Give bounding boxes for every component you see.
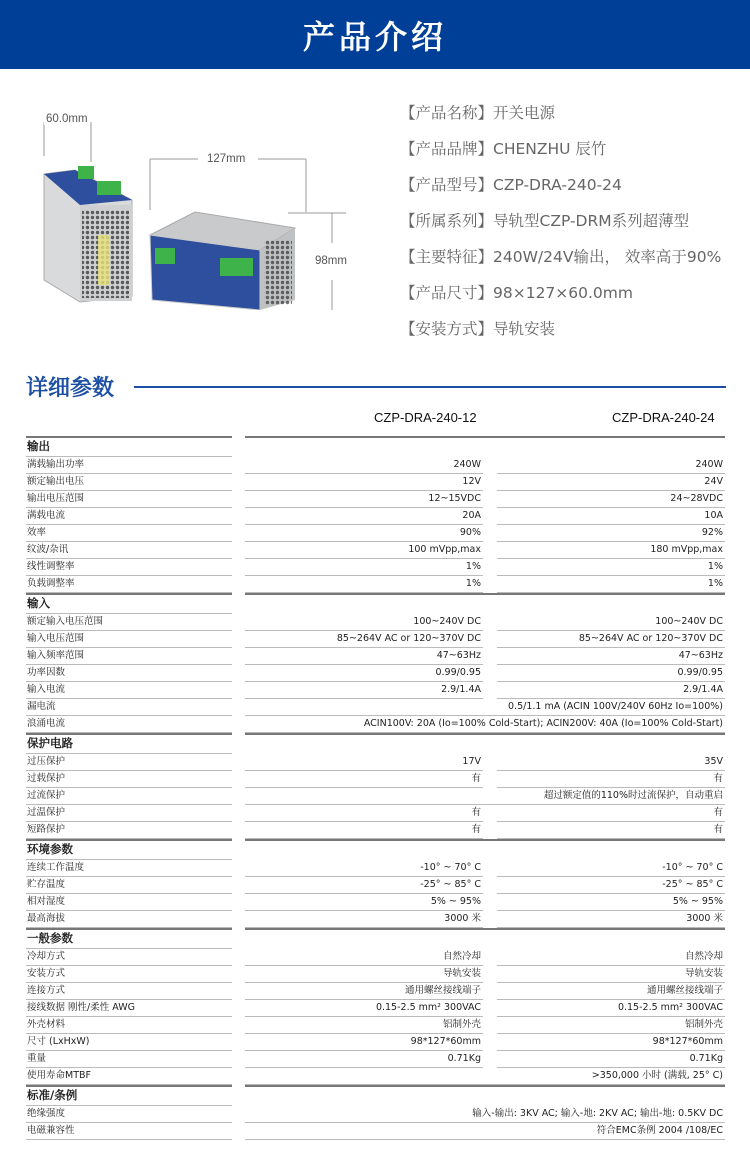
row-label: 相对湿度 xyxy=(26,894,232,911)
section-name: 输出 xyxy=(26,436,232,457)
value-240-24: 24V xyxy=(497,474,725,491)
specs-title: 详细参数 xyxy=(26,376,115,401)
row-label: 过流保护 xyxy=(26,788,232,805)
value-shared: 输入-输出: 3KV AC; 输入-地: 2KV AC; 输出-地: 0.5KV DC xyxy=(245,1106,725,1123)
value-240-12: 17V xyxy=(245,754,483,771)
row-label: 满载电流 xyxy=(26,508,232,525)
section-header xyxy=(26,593,726,614)
value-240-24: 导轨安装 xyxy=(497,966,725,983)
row-label: 额定输入电压范围 xyxy=(26,614,232,631)
value-240-12: 20A xyxy=(245,508,483,525)
table-row xyxy=(26,1106,726,1123)
table-row xyxy=(26,648,726,665)
value-240-12: 98*127*60mm xyxy=(245,1034,483,1051)
product-info-list xyxy=(400,100,721,352)
value-240-12: 通用螺丝接线端子 xyxy=(245,983,483,1000)
value-240-12: 导轨安装 xyxy=(245,966,483,983)
table-row xyxy=(26,665,726,682)
height-dimension: 98mm xyxy=(315,255,347,267)
table-row xyxy=(26,877,726,894)
table-row xyxy=(26,1068,726,1085)
row-label: 满载输出功率 xyxy=(26,457,232,474)
value-shared: ACIN100V: 20A (Io=100% Cold-Start); ACIN200V: 40A (Io=100% Cold-Start) xyxy=(245,716,725,733)
section-name: 一般参数 xyxy=(26,928,232,949)
row-label: 尺寸 (LxHxW) xyxy=(26,1034,232,1051)
section-name: 输入 xyxy=(26,593,232,614)
table-row xyxy=(26,805,726,822)
table-row xyxy=(26,699,726,716)
table-row xyxy=(26,894,726,911)
table-row xyxy=(26,542,726,559)
value-240-24: 180 mVpp,max xyxy=(497,542,725,559)
length-dimension: 127mm xyxy=(207,153,246,165)
row-label: 最高海拔 xyxy=(26,911,232,928)
row-label: 过载保护 xyxy=(26,771,232,788)
section-header xyxy=(26,839,726,860)
section-rule xyxy=(245,1085,725,1087)
page-header xyxy=(0,0,750,69)
value-240-24: -25° ~ 85° C xyxy=(497,877,725,894)
row-label: 接线数据 刚性/柔性 AWG xyxy=(26,1000,232,1017)
value-240-12: 100~240V DC xyxy=(245,614,483,631)
value-240-12: 0.71Kg xyxy=(245,1051,483,1068)
value-240-12: 0.15-2.5 mm² 300VAC xyxy=(245,1000,483,1017)
value-240-24: 2.9/1.4A xyxy=(497,682,725,699)
value-240-24: 3000 米 xyxy=(497,911,725,928)
info-size: 【产品尺寸】98×127×60.0mm xyxy=(400,284,633,302)
value-240-12: 5% ~ 95% xyxy=(245,894,483,911)
value-240-24: 1% xyxy=(497,576,725,593)
value-240-12: -10° ~ 70° C xyxy=(245,860,483,877)
row-label: 连接方式 xyxy=(26,983,232,1000)
value-240-24: 0.99/0.95 xyxy=(497,665,725,682)
value-shared: 超过额定值的110%时过流保护，自动重启 xyxy=(245,788,725,805)
section-header xyxy=(26,733,726,754)
value-240-12: -25° ~ 85° C xyxy=(245,877,483,894)
row-label: 绝缘强度 xyxy=(26,1106,232,1123)
value-240-24: 240W xyxy=(497,457,725,474)
table-row xyxy=(26,525,726,542)
table-row xyxy=(26,966,726,983)
table-row xyxy=(26,474,726,491)
value-240-12: 85~264V AC or 120~370V DC xyxy=(245,631,483,648)
section-header xyxy=(26,436,726,457)
value-240-12: 1% xyxy=(245,576,483,593)
row-label: 过温保护 xyxy=(26,805,232,822)
row-label: 重量 xyxy=(26,1051,232,1068)
section-rule xyxy=(245,593,725,595)
row-label: 漏电流 xyxy=(26,699,232,716)
value-shared: >350,000 小时 (满载, 25° C) xyxy=(245,1068,725,1085)
info-name: 【产品名称】开关电源 xyxy=(400,104,556,122)
value-240-12: 自然冷却 xyxy=(245,949,483,966)
page-title: 产品介绍 xyxy=(302,17,447,56)
info-model: 【产品型号】CZP-DRA-240-24 xyxy=(400,176,622,194)
value-240-12: 240W xyxy=(245,457,483,474)
table-row xyxy=(26,559,726,576)
value-240-12: 有 xyxy=(245,771,483,788)
table-row xyxy=(26,822,726,839)
table-row xyxy=(26,788,726,805)
value-240-12: 铝制外壳 xyxy=(245,1017,483,1034)
table-row xyxy=(26,754,726,771)
value-shared: 0.5/1.1 mA (ACIN 100V/240V 60Hz Io=100%) xyxy=(245,699,725,716)
value-240-24: 0.71Kg xyxy=(497,1051,725,1068)
info-mount: 【安装方式】导轨安装 xyxy=(400,320,556,338)
value-240-12: 100 mVpp,max xyxy=(245,542,483,559)
section-header xyxy=(26,1085,726,1106)
row-label: 输入电流 xyxy=(26,682,232,699)
row-label: 线性调整率 xyxy=(26,559,232,576)
section-name: 环境参数 xyxy=(26,839,232,860)
table-row xyxy=(26,1051,726,1068)
value-240-24: 92% xyxy=(497,525,725,542)
value-240-24: 100~240V DC xyxy=(497,614,725,631)
value-240-24: 铝制外壳 xyxy=(497,1017,725,1034)
table-row xyxy=(26,771,726,788)
table-row xyxy=(26,1000,726,1017)
row-label: 电磁兼容性 xyxy=(26,1123,232,1140)
value-240-12: 12V xyxy=(245,474,483,491)
value-240-12: 12~15VDC xyxy=(245,491,483,508)
section-rule xyxy=(245,733,725,735)
row-label: 贮存温度 xyxy=(26,877,232,894)
value-240-12: 1% xyxy=(245,559,483,576)
row-label: 功率因数 xyxy=(26,665,232,682)
table-row xyxy=(26,457,726,474)
info-feature: 【主要特征】240W/24V输出， 效率高于90% xyxy=(400,248,722,266)
row-label: 效率 xyxy=(26,525,232,542)
value-240-24: 1% xyxy=(497,559,725,576)
value-240-12: 90% xyxy=(245,525,483,542)
table-row xyxy=(26,983,726,1000)
table-row xyxy=(26,1034,726,1051)
section-rule xyxy=(245,928,725,930)
table-row xyxy=(26,508,726,525)
width-dimension: 60.0mm xyxy=(46,113,88,125)
table-row xyxy=(26,614,726,631)
table-row xyxy=(26,631,726,648)
table-row xyxy=(26,1123,726,1140)
table-row xyxy=(26,1017,726,1034)
table-row xyxy=(26,682,726,699)
row-label: 额定输出电压 xyxy=(26,474,232,491)
row-label: 过压保护 xyxy=(26,754,232,771)
value-240-24: 10A xyxy=(497,508,725,525)
section-rule xyxy=(245,839,725,841)
model-header-24: CZP-DRA-240-24 xyxy=(612,410,715,425)
value-240-12: 47~63Hz xyxy=(245,648,483,665)
value-240-12: 2.9/1.4A xyxy=(245,682,483,699)
model-header-12: CZP-DRA-240-12 xyxy=(374,410,477,425)
row-label: 短路保护 xyxy=(26,822,232,839)
value-240-24: 35V xyxy=(497,754,725,771)
specs-title-rule xyxy=(134,386,726,388)
value-240-24: 24~28VDC xyxy=(497,491,725,508)
row-label: 浪涌电流 xyxy=(26,716,232,733)
value-240-12: 有 xyxy=(245,822,483,839)
section-name: 保护电路 xyxy=(26,733,232,754)
value-240-24: 47~63Hz xyxy=(497,648,725,665)
value-240-24: 有 xyxy=(497,771,725,788)
value-240-24: -10° ~ 70° C xyxy=(497,860,725,877)
value-240-24: 98*127*60mm xyxy=(497,1034,725,1051)
row-label: 输出电压范围 xyxy=(26,491,232,508)
row-label: 纹波/杂讯 xyxy=(26,542,232,559)
spec-table xyxy=(26,436,726,1140)
section-header xyxy=(26,928,726,949)
row-label: 连续工作温度 xyxy=(26,860,232,877)
row-label: 输入电压范围 xyxy=(26,631,232,648)
value-240-12: 有 xyxy=(245,805,483,822)
info-series: 【所属系列】导轨型CZP-DRM系列超薄型 xyxy=(400,212,690,230)
row-label: 负载调整率 xyxy=(26,576,232,593)
value-240-12: 0.99/0.95 xyxy=(245,665,483,682)
row-label: 安装方式 xyxy=(26,966,232,983)
row-label: 外壳材料 xyxy=(26,1017,232,1034)
value-240-24: 85~264V AC or 120~370V DC xyxy=(497,631,725,648)
row-label: 输入频率范围 xyxy=(26,648,232,665)
value-240-12: 3000 米 xyxy=(245,911,483,928)
table-row xyxy=(26,716,726,733)
value-240-24: 有 xyxy=(497,822,725,839)
row-label: 冷却方式 xyxy=(26,949,232,966)
info-brand: 【产品品牌】CHENZHU 辰竹 xyxy=(400,140,607,158)
value-240-24: 有 xyxy=(497,805,725,822)
value-shared: 符合EMC条例 2004 /108/EC xyxy=(245,1123,725,1140)
value-240-24: 通用螺丝接线端子 xyxy=(497,983,725,1000)
table-row xyxy=(26,949,726,966)
value-240-24: 5% ~ 95% xyxy=(497,894,725,911)
value-240-24: 0.15-2.5 mm² 300VAC xyxy=(497,1000,725,1017)
table-row xyxy=(26,491,726,508)
table-row xyxy=(26,860,726,877)
table-row xyxy=(26,911,726,928)
table-row xyxy=(26,576,726,593)
row-label: 使用寿命MTBF xyxy=(26,1068,232,1085)
value-240-24: 自然冷却 xyxy=(497,949,725,966)
section-rule xyxy=(245,436,725,438)
section-name: 标准/条例 xyxy=(26,1085,232,1106)
